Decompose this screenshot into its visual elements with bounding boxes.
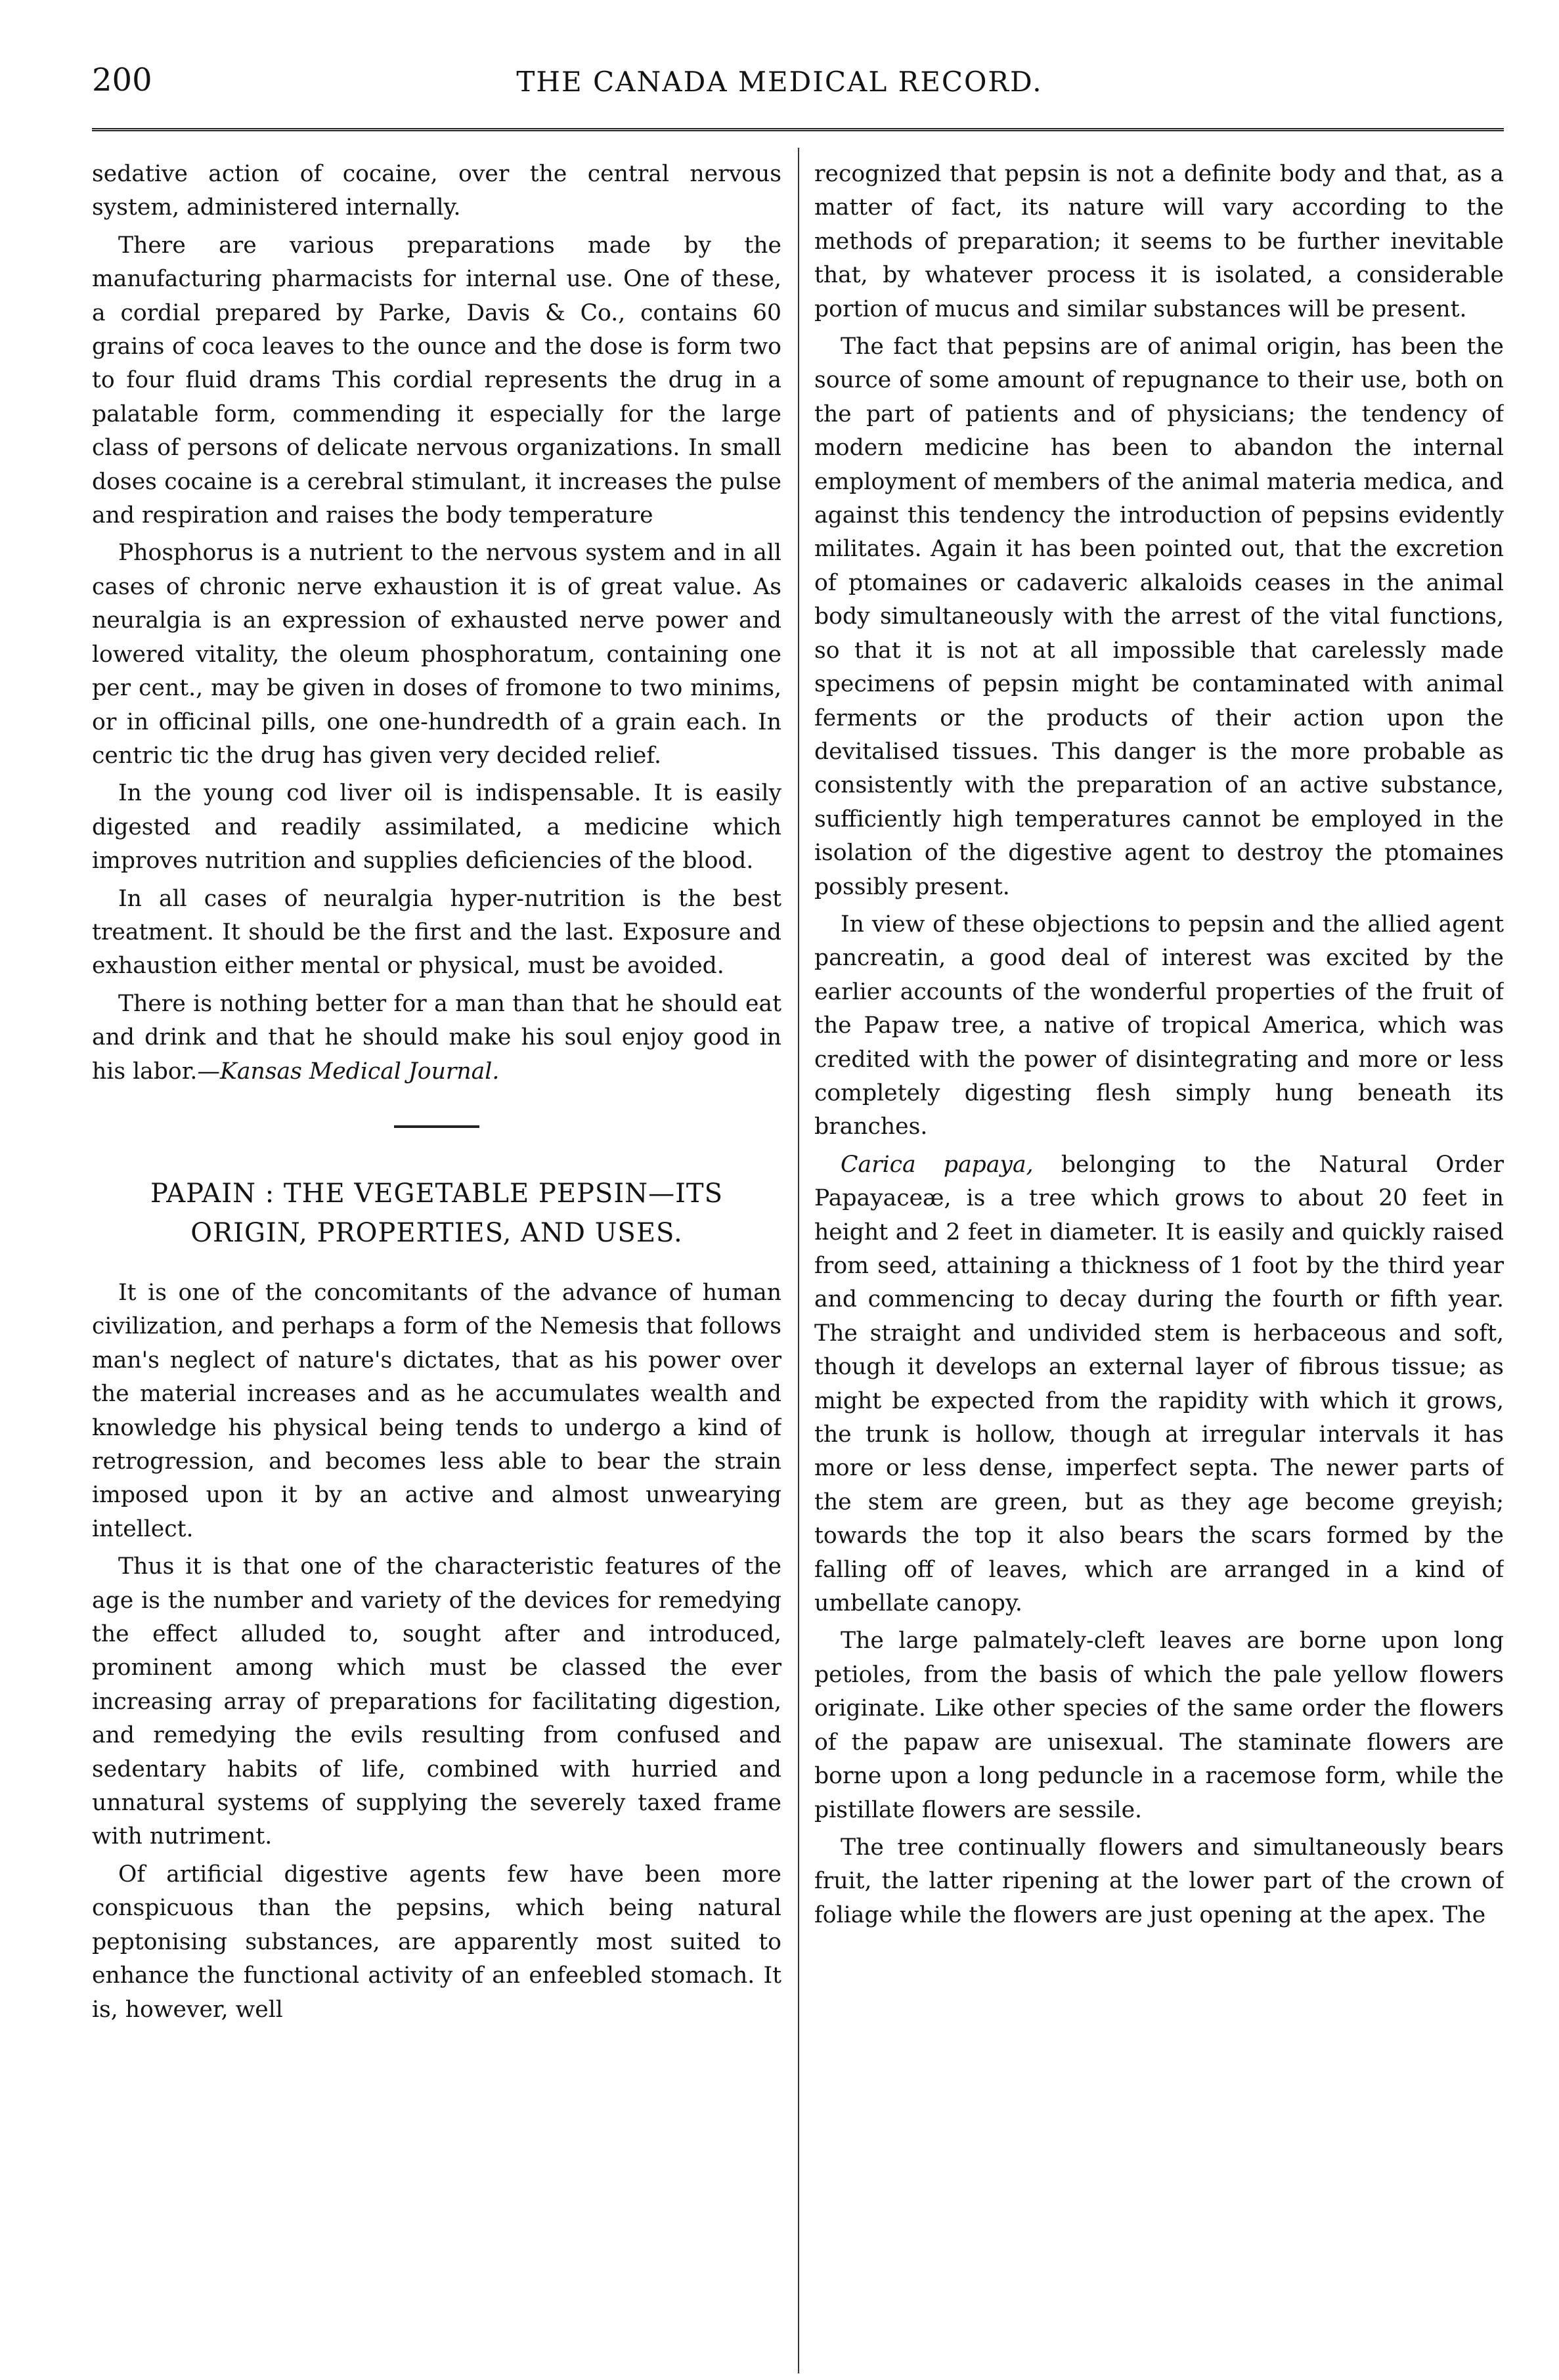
article-title-line: ORIGIN, PROPERTIES, AND USES.	[190, 1217, 683, 1248]
header-rule	[92, 128, 1504, 135]
article-title-line: PAPAIN : THE VEGETABLE PEPSIN—ITS	[150, 1178, 724, 1209]
paragraph: The tree continually flowers and simultaneously bears fruit, the latter ripening at the lower part of the crown of foliage while the flowers are just opening at the apex. The	[814, 1834, 1504, 1928]
paragraph	[814, 1148, 1504, 1621]
article-title	[92, 1174, 781, 1253]
right-column	[814, 158, 1504, 2370]
paragraph-text: belonging to the Natural Order Papayaceæ, is a tree which grows to about 20 feet in height and 2 feet in diameter. It is easily and quickly raised from seed, attaining a thickness of 1 foot by the third year and commencing to decay during the fourth or fifth year. The straight and undivided stem is herbaceous and soft, though it develops an external layer of fibrous tissue; as might be expected from the rapidity with which it grows, the trunk is hollow, though at irregular intervals it has more or less dense, imperfect septa. The newer parts of the stem are green, but as they age become greyish; towards the top it also bears the scars formed by the falling off of leaves, which are arranged in a kind of umbellate canopy.	[814, 1151, 1504, 1617]
journal-title: THE CANADA MEDICAL RECORD.	[516, 66, 1043, 98]
paragraph: In the young cod liver oil is indispensable. It is easily digested and readily assimilated, a medicine which improves nutrition and supplies deficiencies of the blood.	[92, 780, 781, 875]
paragraph	[92, 987, 781, 1089]
quote-source: —Kansas Medical Journal.	[197, 1058, 500, 1085]
paragraph: sedative action of cocaine, over the central nervous system, administered internally.	[92, 161, 781, 221]
quote-text: There is nothing better for a man than that he should eat and drink and that he should make his soul enjoy good in his labor.	[92, 990, 781, 1085]
paragraph: Of artificial digestive agents few have been more conspicuous than the pepsins, which being natural peptonising substances, are apparently most suited to enhance the functional activity of an enfeebled stomach. It is, however, well	[92, 1861, 781, 2023]
paragraph: Phosphorus is a nutrient to the nervous system and in all cases of chronic nerve exhaustion it is of great value. As neuralgia is an expression of exhausted nerve power and lowered vitality, the oleum phosphoratum, containing one per cent., may be given in doses of fromone to two minims, or in officinal pills, one one-hundredth of a grain each. In centric tic the drug has given very decided relief.	[92, 540, 781, 769]
left-column	[92, 158, 781, 2370]
paragraph: In view of these objections to pepsin and the allied agent pancreatin, a good deal of interest was excited by the earlier accounts of the wonderful properties of the fruit of the Papaw tree, a native of tropical America, which was credited with the power of disintegrating and more or less completely digesting flesh simply hung beneath its branches.	[814, 911, 1504, 1140]
section-divider	[394, 1125, 479, 1128]
page-number: 200	[92, 62, 152, 98]
paragraph: The fact that pepsins are of animal origin, has been the source of some amount of repugnance to their use, both on the part of patients and of physicians; the tendency of modern medicine has been to abandon the internal employment of members of the animal materia medica, and against this tendency the introduction of pepsins evidently militates. Again it has been pointed out, that the excretion of ptomaines or cadaveric alkaloids ceases in the animal body simultaneously with the arrest of the vital functions, so that it is not at all impossible that carelessly made specimens of pepsin might be contaminated with animal ferments or the products of their action upon the devitalised tissues. This danger is the more probable as consistently with the preparation of an active substance, sufficiently high temperatures cannot be employed in the isolation of the digestive agent to destroy the ptomaines possibly present.	[814, 334, 1504, 900]
paragraph: There are various preparations made by the manufacturing pharmacists for internal use. One of these, a cordial prepared by Parke, Davis & Co., contains 60 grains of coca leaves to the ounce and the dose is form two to four fluid drams This cordial represents the drug in a palatable form, commending it especially for the large class of persons of delicate nervous organizations. In small doses cocaine is a cerebral stimulant, it increases the pulse and respiration and raises the body temperature	[92, 232, 781, 529]
paragraph: It is one of the concomitants of the advance of human civilization, and perhaps a form of the Nemesis that follows man's neglect of nature's dictates, that as his power over the material increases and as he accumulates wealth and knowledge his physical being tends to undergo a kind of retrogression, and becomes less able to bear the strain imposed upon it by an active and almost unwearying intellect.	[92, 1279, 781, 1542]
paragraph: The large palmately-cleft leaves are borne upon long petioles, from the basis of which the pale yellow flowers originate. Like other species of the same order the flowers of the papaw are unisexual. The staminate flowers are borne upon a long peduncle in a racemose form, while the pistillate flowers are sessile.	[814, 1628, 1504, 1823]
species-name: Carica papaya,	[841, 1151, 1034, 1178]
paragraph: recognized that pepsin is not a definite body and that, as a matter of fact, its nature will vary according to the methods of preparation; it seems to be further inevitable that, by whatever process it is isolated, a considerable portion of mucus and similar substances will be present.	[814, 161, 1504, 322]
paragraph: Thus it is that one of the characteristic features of the age is the number and variety of the devices for remedying the effect alluded to, sought after and introduced, prominent among which must be classed the ever increasing array of preparations for facilitating digestion, and remedying the evils resulting from confused and sedentary habits of life, combined with hurried and unnatural systems of supplying the severely taxed frame with nutriment.	[92, 1553, 781, 1850]
page-header	[0, 59, 1559, 125]
paragraph: In all cases of neuralgia hyper-nutrition is the best treatment. It should be the first and the last. Exposure and exhaustion either mental or physical, must be avoided.	[92, 885, 781, 980]
column-divider	[798, 148, 799, 2373]
